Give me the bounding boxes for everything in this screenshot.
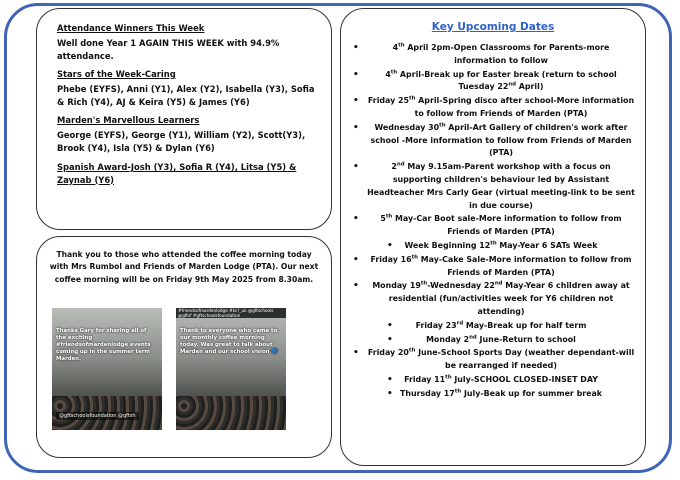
stars-heading: Stars of the Week-Caring [57,69,176,79]
key-date-item [351,388,635,401]
key-date-item [351,213,635,239]
key-date-text: April) [516,82,544,92]
key-date-text: Monday 2 [426,334,470,344]
bullet-icon: • [387,334,393,345]
photo-right-topbar [176,308,286,318]
key-date-text: June-School Sports Day (weather dependant-will be rearranged if needed) [415,348,635,371]
key-date-text: th [398,42,405,49]
learners-names: George (EYFS), George (Y1), William (Y2), Scott(Y3), Brook (Y4), Isla (Y5) & Dylan (Y6) [57,130,306,153]
photo-right-crowd [176,396,286,430]
key-date-text: June-Return to school [476,334,576,344]
key-date-text: -Wednesday 22 [427,281,495,291]
key-date-text: th [439,122,446,129]
bullet-icon: • [353,214,359,225]
key-date-text: Friday 20 [367,348,409,358]
key-date-item [351,320,635,333]
stars-names: Phebe (EYFS), Anni (Y1), Alex (Y2), Isabella (Y3), Sofia & Rich (Y4), AJ & Keira (Y5) & James (Y6) [57,84,315,107]
key-date-text: th [411,254,419,261]
bullet-icon: • [353,348,359,359]
key-dates-title: Key Upcoming Dates [431,21,555,33]
key-date-text: 4 [385,69,391,79]
bullet-icon: • [387,240,393,251]
key-date-text: Week Beginning 12 [404,240,491,250]
key-date-item [351,280,635,318]
key-date-text: April-Break up for Easter break (return to school Tuesday 22 [397,69,617,92]
coffee-photo-right [176,308,286,430]
key-date-text: 4 [392,43,399,52]
key-date-text: Wednesday 30 [374,122,440,132]
bullet-icon: • [353,69,359,80]
key-date-item [351,254,635,280]
key-date-text: th [408,347,416,354]
key-date-text: 2 [391,162,397,172]
key-date-text: July-SCHOOL CLOSED-INSET DAY [451,374,598,384]
learners-heading: Marden's Marvellous Learners [57,115,200,125]
key-date-text: th [420,280,428,287]
key-date-text: Friday 25 [367,96,410,106]
key-date-item [351,95,635,121]
key-date-text: th [409,95,416,102]
key-date-text: nd [494,280,503,287]
key-date-item [351,122,635,160]
key-date-text: Friday 11 [404,374,446,384]
key-date-text: May-Year 6 SATs Week [496,240,598,250]
key-date-text: April 2pm-Open Classrooms for Parents-more information to follow [404,43,610,65]
key-date-text: th [454,388,462,395]
key-date-text: May-Car Boot sale-More information to follow from Friends of Marden (PTA) [392,214,622,237]
key-date-text: May-Break up for half term [463,320,587,330]
key-date-text: th [490,240,497,247]
key-date-text: th [445,374,452,381]
key-date-text: Friday 23 [415,320,457,330]
photo-right-hashtags: #friendsofmardenlodge #ks?_uk @gftschools @gftsf #gftschoolsfoundation [178,308,274,318]
bullet-icon: • [353,254,359,265]
attendance-panel [36,8,332,230]
spanish-award: Spanish Award-Josh (Y3), Sofia R (Y4), Litsa (Y5) & Zaynab (Y6) [57,162,297,185]
key-date-text: rd [456,320,464,327]
bullet-icon: • [387,388,393,399]
key-date-item [351,240,635,253]
key-date-text: April-Art Gallery of children's work after school -More information to follow from Friends of Marden (PTA) [370,122,632,158]
key-date-item [351,42,635,68]
key-date-text: July-Beak up for summer break [461,388,603,398]
key-date-text: May 9.15am-Parent workshop with a focus on supporting children's behaviour led by Assistant Headteacher Mrs Carly Gear (virtual meeting-link to be sent in due course) [367,162,635,210]
bullet-icon: • [353,122,359,133]
attendance-heading: Attendance Winners This Week [57,23,205,33]
coffee-photo-left [52,308,162,430]
coffee-morning-text: Thank you to those who attended the coffee morning today with Mrs Rumbol and Friends of Marden Lodge (PTA). Our next coffee morning will be on Friday 9th May 2025 from 8.30am. [49,250,319,284]
key-date-text: May-Year 6 children away at residential (fun/activities week for Y6 children not attending) [388,281,630,316]
key-date-text: Thursday 17 [399,388,455,398]
key-date-text: nd [508,81,517,88]
photo-right-caption: Thank to everyone who came to our monthly coffee morning today. Was great to talk about Marden and our school vision 💙 [180,328,279,355]
bullet-icon: • [353,96,359,107]
photo-left-caption: Thanks Gary for sharing all of the exciting #friendsofmardenlodge events coming up in the summer term Marden. [56,328,151,362]
key-date-text: th [390,68,398,75]
key-date-item [351,374,635,387]
bullet-icon: • [353,162,359,173]
key-date-item [351,347,635,373]
bullet-icon: • [353,281,359,292]
key-date-item [351,69,635,95]
key-date-text: May-Cake Sale-More information to follow from Friends of Marden (PTA) [418,254,632,277]
key-date-text: th [385,213,393,220]
bullet-icon: • [353,43,359,53]
bullet-icon: • [387,320,393,331]
key-dates-list [351,42,635,401]
attendance-text: Well done Year 1 AGAIN THIS WEEK with 94.9% attendance. [57,38,280,61]
bullet-icon: • [387,374,393,385]
key-date-text: nd [396,161,405,168]
key-date-item [351,334,635,347]
key-date-text: 5 [380,214,386,224]
key-date-text: Monday 19 [372,281,421,291]
key-date-text: Friday 16 [370,254,412,264]
key-dates-panel [340,8,646,466]
key-date-text: April-Spring disco after school-More information to follow from Friends of Marden (PTA) [414,96,635,118]
key-date-text: nd [469,333,477,340]
photo-left-handle: @gftschoolsfoundation @gftsh [56,412,139,420]
key-date-item [351,161,635,212]
